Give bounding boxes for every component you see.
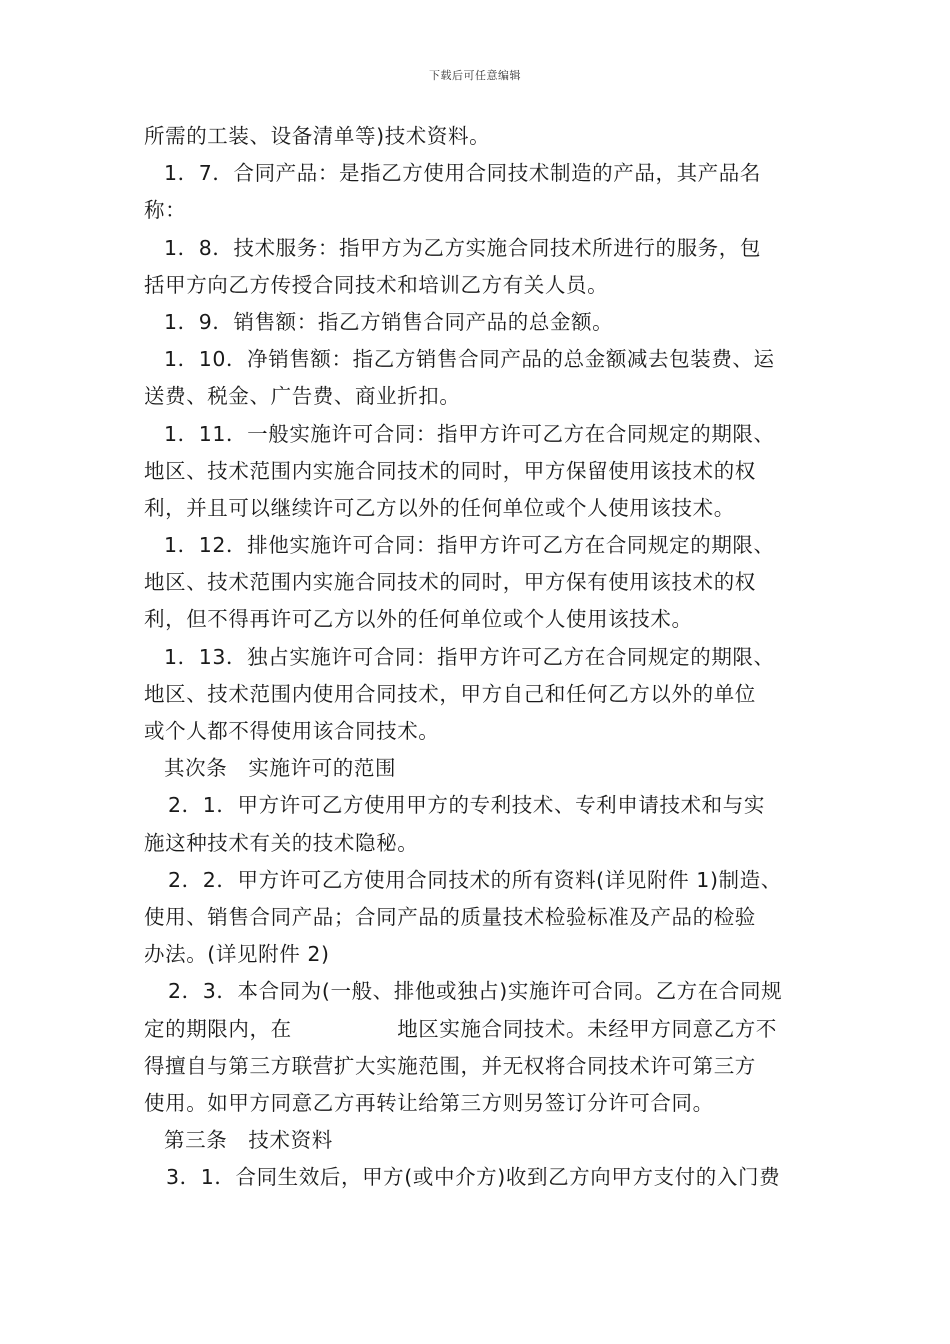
text-line: 使用、销售合同产品；合同产品的质量技术检验标准及产品的检验 bbox=[144, 904, 756, 929]
clause-3-1: 3．1．合同生效后，甲方(或中介方)收到乙方向甲方支付的入门费 bbox=[166, 1165, 781, 1190]
clause-2-1: 2．1．甲方许可乙方使用甲方的专利技术、专利申请技术和与实 bbox=[168, 793, 765, 818]
clause-1-11: 1．11．一般实施许可合同：指甲方许可乙方在合同规定的期限、 bbox=[164, 421, 775, 446]
text-line: 定的期限内，在 地区实施合同技术。未经甲方同意乙方不 bbox=[144, 1016, 777, 1041]
text-line: 地区、技术范围内使用合同技术，甲方自己和任何乙方以外的单位 bbox=[144, 681, 756, 706]
text-line: 称： bbox=[144, 198, 187, 223]
text-line: 得擅自与第三方联营扩大实施范围，并无权将合同技术许可第三方 bbox=[144, 1053, 756, 1078]
clause-1-12: 1．12．排他实施许可合同：指甲方许可乙方在合同规定的期限、 bbox=[164, 533, 775, 558]
text-line: 施这种技术有关的技术隐秘。 bbox=[144, 830, 419, 855]
clause-2-3: 2．3．本合同为(一般、排他或独占)实施许可合同。乙方在合同规 bbox=[168, 979, 783, 1004]
article-2-heading: 其次条 实施许可的范围 bbox=[164, 756, 397, 781]
text-line: 或个人都不得使用该合同技术。 bbox=[144, 719, 440, 743]
clause-1-13: 1．13．独占实施许可合同：指甲方许可乙方在合同规定的期限、 bbox=[164, 644, 775, 669]
text-line: 地区、技术范围内实施合同技术的同时，甲方保留使用该技术的权 bbox=[144, 458, 756, 483]
clause-1-9: 1．9．销售额：指乙方销售合同产品的总金额。 bbox=[164, 309, 614, 334]
text-line: 送费、税金、广告费、商业折扣。 bbox=[144, 384, 461, 409]
text-line: 括甲方向乙方传授合同技术和培训乙方有关人员。 bbox=[144, 272, 609, 297]
contract-body bbox=[144, 118, 810, 1196]
clause-1-7: 1．7．合同产品：是指乙方使用合同技术制造的产品，其产品名 bbox=[164, 161, 761, 186]
text-line: 利，但不得再许可乙方以外的任何单位或个人使用该技术。 bbox=[144, 607, 693, 632]
clause-1-10: 1．10．净销售额：指乙方销售合同产品的总金额减去包装费、运 bbox=[164, 347, 775, 372]
clause-2-2: 2．2．甲方许可乙方使用合同技术的所有资料(详见附件 1)制造、 bbox=[168, 867, 782, 892]
page-header: 下载后可任意编辑 bbox=[429, 69, 521, 82]
text-line: 所需的工装、设备清单等)技术资料。 bbox=[144, 124, 491, 148]
clause-1-8: 1．8．技术服务：指甲方为乙方实施合同技术所进行的服务，包 bbox=[164, 235, 761, 260]
text-line: 利，并且可以继续许可乙方以外的任何单位或个人使用该技术。 bbox=[144, 495, 735, 520]
article-3-heading: 第三条 技术资料 bbox=[164, 1128, 333, 1153]
text-line: 使用。如甲方同意乙方再转让给第三方则另签订分许可合同。 bbox=[144, 1090, 714, 1115]
text-line: 地区、技术范围内实施合同技术的同时，甲方保有使用该技术的权 bbox=[144, 570, 756, 595]
text-line: 办法。(详见附件 2) bbox=[144, 942, 330, 967]
